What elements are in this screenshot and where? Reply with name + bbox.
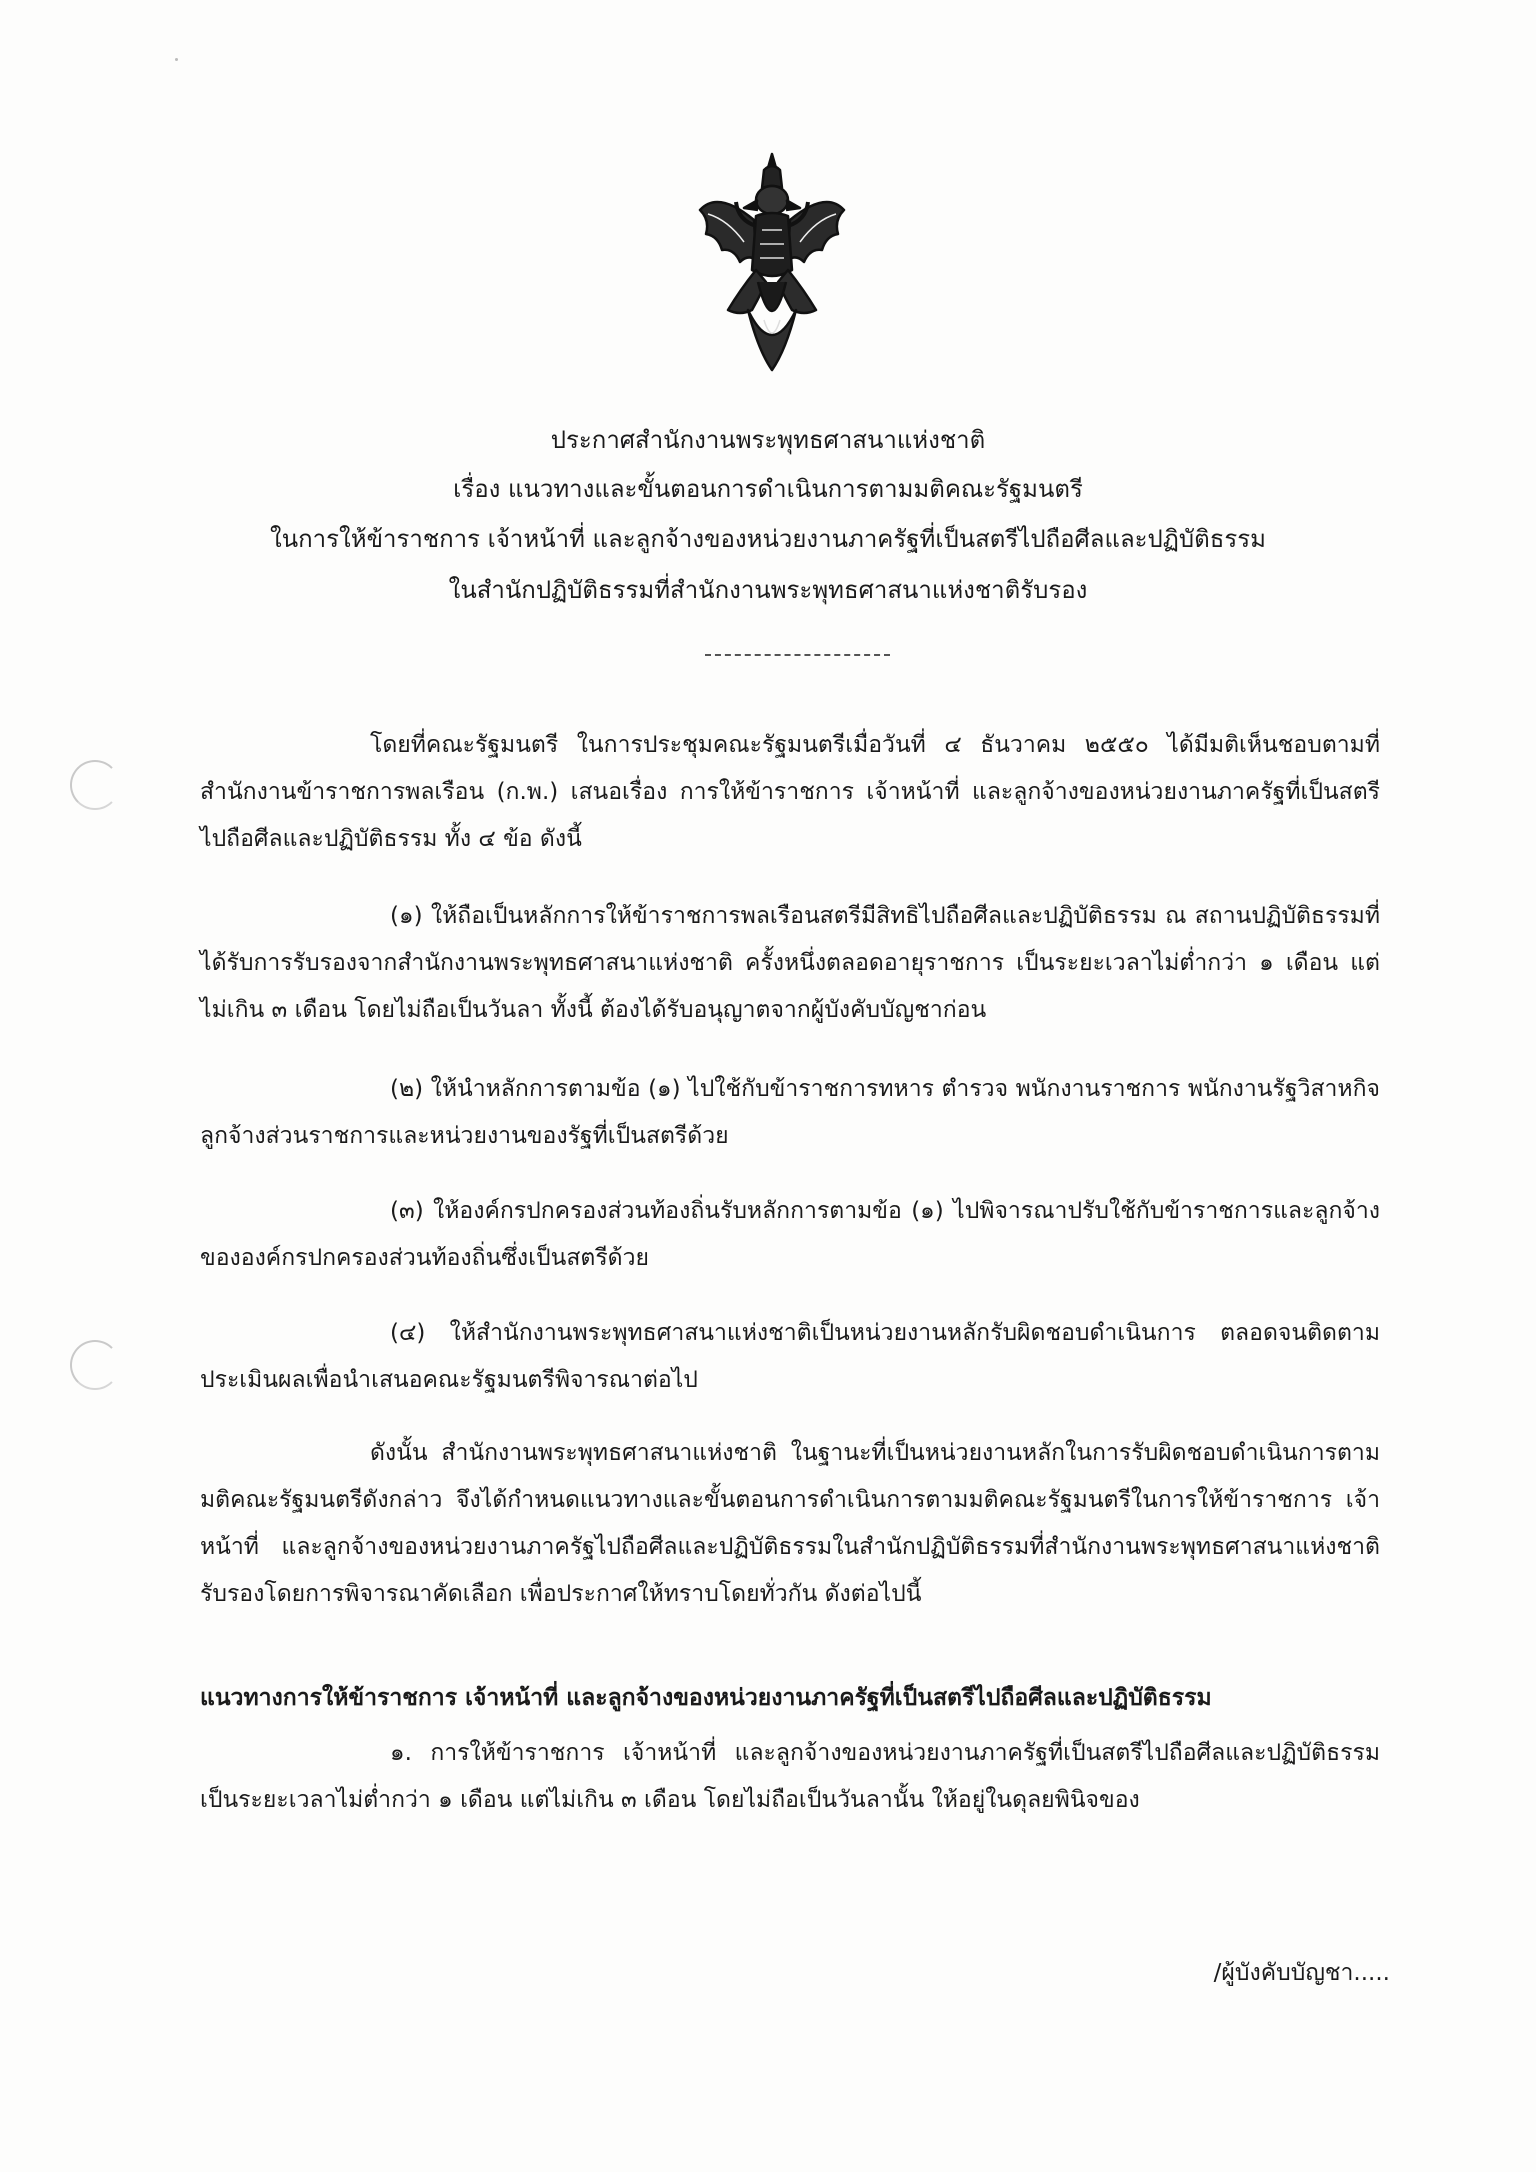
punch-hole-mark: [70, 760, 120, 810]
continuation-reference: /ผู้บังคับบัญชา.....: [1213, 1960, 1390, 1986]
intro-paragraph: โดยที่คณะรัฐมนตรี ในการประชุมคณะรัฐมนตรีเมื่อวันที่ ๔ ธันวาคม ๒๕๕๐ ได้มีมติเห็นชอบตามที่สำนักงานข้าราชการพลเรือน (ก.พ.) เสนอเรื่อง การให้ข้าราชการ เจ้าหน้าที่ และลูกจ้างของหน่วยงานภาครัฐที่เป็นสตรีไปถือศีลและปฏิบัติธรรม ทั้ง ๔ ข้อ ดังนี้: [200, 732, 1380, 852]
resolution-item-1: (๑) ให้ถือเป็นหลักการให้ข้าราชการพลเรือนสตรีมีสิทธิไปถือศีลและปฏิบัติธรรม ณ สถานปฏิบัติธรรมที่ได้รับการรับรองจากสำนักงานพระพุทธศาสนาแห่งชาติ ครั้งหนึ่งตลอดอายุราชการ เป็นระยะเวลาไม่ต่ำกว่า ๑ เดือน แต่ไม่เกิน ๓ เดือน โดยไม่ถือเป็นวันลา ทั้งนี้ ต้องได้รับอนุญาตจากผู้บังคับบัญชาก่อน: [200, 903, 1380, 1023]
resolution-item-2: (๒) ให้นำหลักการตามข้อ (๑) ไปใช้กับข้าราชการทหาร ตำรวจ พนักงานราชการ พนักงานรัฐวิสาหกิจ ลูกจ้างส่วนราชการและหน่วยงานของรัฐที่เป็นสตรีด้วย: [200, 1076, 1380, 1149]
section-heading: แนวทางการให้ข้าราชการ เจ้าหน้าที่ และลูกจ้างของหน่วยงานภาครัฐที่เป็นสตรีไปถือศีลและปฏิบัติธรรม: [200, 1685, 1212, 1711]
document-title: ประกาศสำนักงานพระพุทธศาสนาแห่งชาติ: [550, 426, 986, 454]
document-subject-line-3: ในสำนักปฏิบัติธรรมที่สำนักงานพระพุทธศาสนาแห่งชาติรับรอง: [448, 576, 1088, 604]
garuda-emblem-icon: [688, 150, 856, 375]
resolution-item-3: (๓) ให้องค์กรปกครองส่วนท้องถิ่นรับหลักการตามข้อ (๑) ไปพิจารณาปรับใช้กับข้าราชการและลูกจ้างขององค์กรปกครองส่วนท้องถิ่นซึ่งเป็นสตรีด้วย: [200, 1198, 1380, 1271]
scan-speck: [175, 58, 178, 61]
document-subject-line-2: ในการให้ข้าราชการ เจ้าหน้าที่ และลูกจ้างของหน่วยงานภาครัฐที่เป็นสตรีไปถือศีลและปฏิบัติธรรม: [270, 525, 1266, 553]
punch-hole-mark: [70, 1340, 120, 1390]
title-divider: [705, 654, 890, 656]
document-subject: เรื่อง แนวทางและขั้นตอนการดำเนินการตามมติคณะรัฐมนตรี: [453, 475, 1083, 503]
resolution-item-4: (๔) ให้สำนักงานพระพุทธศาสนาแห่งชาติเป็นหน่วยงานหลักรับผิดชอบดำเนินการ ตลอดจนติดตามประเมินผลเพื่อนำเสนอคณะรัฐมนตรีพิจารณาต่อไป: [200, 1320, 1380, 1393]
guideline-item-1: ๑. การให้ข้าราชการ เจ้าหน้าที่ และลูกจ้างของหน่วยงานภาครัฐที่เป็นสตรีไปถือศีลและปฏิบัติธรรม เป็นระยะเวลาไม่ต่ำกว่า ๑ เดือน แต่ไม่เกิน ๓ เดือน โดยไม่ถือเป็นวันลานั้น ให้อยู่ในดุลยพินิจของ: [200, 1740, 1380, 1813]
therefore-paragraph: ดังนั้น สำนักงานพระพุทธศาสนาแห่งชาติ ในฐานะที่เป็นหน่วยงานหลักในการรับผิดชอบดำเนินการตามมติคณะรัฐมนตรีดังกล่าว จึงได้กำหนดแนวทางและขั้นตอนการดำเนินการตามมติคณะรัฐมนตรีในการให้ข้าราชการ เจ้าหน้าที่ และลูกจ้างของหน่วยงานภาครัฐไปถือศีลและปฏิบัติธรรมในสำนักปฏิบัติธรรมที่สำนักงานพระพุทธศาสนาแห่งชาติรับรองโดยการพิจารณาคัดเลือก เพื่อประกาศให้ทราบโดยทั่วกัน ดังต่อไปนี้: [200, 1440, 1380, 1607]
